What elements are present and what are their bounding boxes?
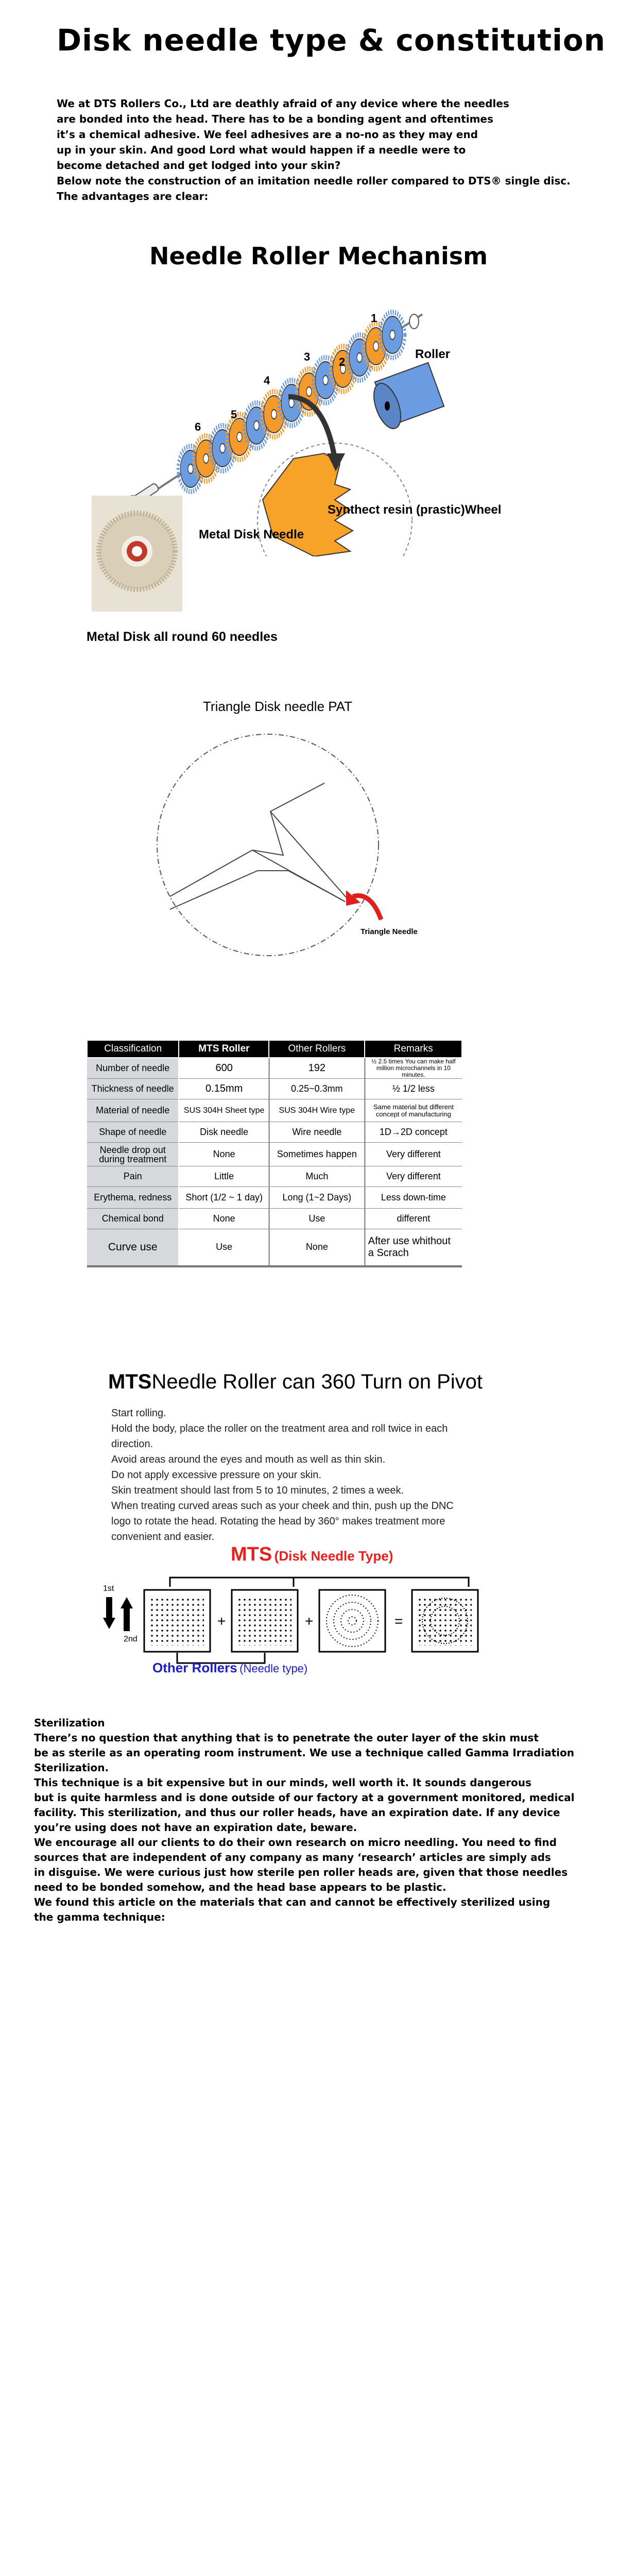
- pivot-heading: [108, 1370, 483, 1394]
- table-cell: Shape of needle: [87, 1122, 179, 1143]
- other-rollers-label: [152, 1660, 307, 1676]
- table-cell: Use: [179, 1229, 269, 1266]
- table-cell: Number of needle: [87, 1058, 179, 1079]
- table-cell: Very different: [365, 1143, 462, 1166]
- table-row: [87, 1166, 462, 1187]
- instruction-line: logo to rotate the head. Rotating the head by 360° makes treatment more: [111, 1516, 445, 1527]
- table-cell: Much: [269, 1166, 365, 1187]
- table-header: Other Rollers: [269, 1040, 365, 1058]
- table-row: [87, 1058, 462, 1079]
- metal-disk-label: Metal Disk Needle: [199, 528, 304, 541]
- sterilization-line: facility. This sterilization, and thus our roller heads, have an expiration date. If any device: [34, 1806, 560, 1819]
- sterilization-line: need to be bonded somehow, and the head base appears to be plastic.: [34, 1881, 447, 1893]
- resin-wheel-label: Synthect resin (prastic)Wheel: [328, 503, 502, 517]
- sterilization-line: be as sterile as an operating room instrument. We use a technique called Gamma Irradiation: [34, 1747, 574, 1759]
- other-label-sub: (Needle type): [239, 1662, 308, 1675]
- table-header: MTS Roller: [179, 1040, 269, 1058]
- metal-disk-photo: [92, 496, 182, 612]
- table-cell: Erythema, redness: [87, 1187, 179, 1209]
- table-cell: Short (1/2 ~ 1 day): [179, 1187, 269, 1209]
- red-arrow-icon: [353, 895, 381, 920]
- washer-icon: [409, 314, 419, 329]
- photo-caption: Metal Disk all round 60 needles: [87, 630, 278, 644]
- comparison-table: [87, 1040, 462, 1267]
- mts-label-sub: (Disk Needle Type): [274, 1548, 393, 1564]
- mts-label-brand: MTS: [231, 1544, 272, 1565]
- table-cell: Material of needle: [87, 1099, 179, 1122]
- intro-line: become detached and get lodged into your skin?: [57, 159, 341, 172]
- table-cell: Needle drop out during treatment: [87, 1143, 179, 1166]
- table-row: [87, 1079, 462, 1099]
- table-cell: 0.25~0.3mm: [269, 1079, 365, 1099]
- table-cell: Wire needle: [269, 1122, 365, 1143]
- other-label-brand: Other Rollers: [152, 1660, 237, 1675]
- table-cell: Less down-time: [365, 1187, 462, 1209]
- intro-line: it’s a chemical adhesive. We feel adhesives are a no-no as they may end: [57, 128, 478, 141]
- table-row: [87, 1099, 462, 1122]
- roller-label: Roller: [415, 347, 451, 361]
- table-cell: Long (1~2 Days): [269, 1187, 365, 1209]
- table-cell: 600: [179, 1058, 269, 1079]
- dot-grid: [150, 1596, 204, 1646]
- needle-outline: [170, 871, 345, 909]
- roller-cylinder-icon: [369, 363, 444, 432]
- table-cell: Curve use: [87, 1229, 179, 1266]
- table-cell: After use whithout a Scrach: [365, 1229, 462, 1266]
- sterilization-line: sources that are independent of any company as many ‘research’ articles are simply ads: [34, 1851, 551, 1863]
- dot-grid: [418, 1596, 472, 1646]
- table-cell: 192: [269, 1058, 365, 1079]
- table-header: Remarks: [365, 1040, 462, 1058]
- table-row: [87, 1122, 462, 1143]
- gear-number: 3: [304, 350, 311, 363]
- sterilization-line: Sterilization.: [34, 1761, 109, 1774]
- equals-sign: =: [394, 1613, 403, 1629]
- mts-label: [231, 1544, 393, 1566]
- disk-outline: [157, 734, 379, 956]
- table-cell: 0.15mm: [179, 1079, 269, 1099]
- intro-line: We at DTS Rollers Co., Ltd are deathly afraid of any device where the needles: [57, 97, 509, 110]
- triangle-title: Triangle Disk needle PAT: [203, 699, 352, 714]
- dot-grid: [238, 1596, 291, 1646]
- table-cell: Pain: [87, 1166, 179, 1187]
- table-header-row: [87, 1040, 462, 1058]
- table-cell: Chemical bond: [87, 1209, 179, 1229]
- plus-sign: +: [217, 1613, 226, 1629]
- plus-sign: +: [305, 1613, 314, 1629]
- mechanism-title: Needle Roller Mechanism: [149, 242, 488, 270]
- instruction-line: Hold the body, place the roller on the treatment area and roll twice in each: [111, 1423, 448, 1434]
- needle-edge: [252, 850, 345, 902]
- gear-number: 4: [264, 374, 270, 387]
- table-cell: Use: [269, 1209, 365, 1229]
- sterilization-section: [34, 1716, 606, 1925]
- pivot-heading-text: Needle Roller can 360 Turn on Pivot: [151, 1370, 483, 1393]
- intro-line: are bonded into the head. There has to be a bonding agent and oftentimes: [57, 113, 493, 125]
- sterilization-line: in disguise. We were curious just how sterile pen roller heads are, given that those needles: [34, 1866, 568, 1878]
- gear-number: 2: [339, 355, 346, 368]
- instruction-line: convenient and easier.: [111, 1531, 215, 1543]
- instruction-line: Skin treatment should last from 5 to 10 minutes, 2 times a week.: [111, 1485, 404, 1496]
- intro-line: up in your skin. And good Lord what would happen if a needle were to: [57, 144, 466, 156]
- sterilization-line: This technique is a bit expensive but in our minds, well worth it. It sounds dangerous: [34, 1776, 531, 1789]
- down-arrow-icon: [103, 1597, 115, 1629]
- sterilization-line: the gamma technique:: [34, 1911, 165, 1923]
- bracket-top: [170, 1578, 469, 1587]
- instruction-line: Avoid areas around the eyes and mouth as well as thin skin.: [111, 1454, 386, 1465]
- sterilization-line: We encourage all our clients to do their own research on micro needling. You need to find: [34, 1836, 557, 1849]
- pattern-diagram: [103, 1566, 494, 1669]
- instructions: [111, 1405, 513, 1545]
- intro-line: Below note the construction of an imitation needle roller compared to DTS® single disc.: [57, 175, 571, 187]
- up-arrow-icon: [121, 1597, 133, 1631]
- gear-number: 1: [371, 312, 377, 325]
- pivot-brand: MTS: [108, 1370, 152, 1393]
- triangle-needle-label: Triangle Needle: [360, 927, 418, 936]
- table-cell: None: [179, 1209, 269, 1229]
- table-cell: ½ 1/2 less: [365, 1079, 462, 1099]
- instruction-line: Do not apply excessive pressure on your skin.: [111, 1469, 321, 1481]
- table-cell: 1D→2D concept: [365, 1122, 462, 1143]
- table-cell: different: [365, 1209, 462, 1229]
- table-cell: Sometimes happen: [269, 1143, 365, 1166]
- intro-line: The advantages are clear:: [57, 190, 209, 202]
- page-title: Disk needle type & constitution: [57, 23, 606, 58]
- needle-outline: [170, 783, 324, 896]
- table-cell: SUS 304H Wire type: [269, 1099, 365, 1122]
- intro-paragraph: [57, 96, 592, 204]
- pattern-box-3: [319, 1590, 385, 1652]
- second-pass-label: 2nd: [124, 1635, 138, 1643]
- table-cell: Very different: [365, 1166, 462, 1187]
- table-row: [87, 1143, 462, 1166]
- sterilization-heading: Sterilization: [34, 1717, 105, 1729]
- table-cell: None: [269, 1229, 365, 1266]
- sterilization-line: but is quite harmless and is done outside of our factory at a government monitored, medical: [34, 1791, 575, 1804]
- table-cell: ½ 2.5 times You can make half million microchannels in 10 minutes.: [365, 1058, 462, 1079]
- first-pass-label: 1st: [103, 1584, 114, 1593]
- gear-number: 6: [195, 420, 201, 433]
- instruction-line: direction.: [111, 1438, 153, 1450]
- instruction-line: When treating curved areas such as your cheek and thin, push up the DNC: [111, 1500, 454, 1512]
- table-row: [87, 1229, 462, 1266]
- table-row: [87, 1187, 462, 1209]
- gear-number: 5: [231, 408, 237, 421]
- instruction-line: Start rolling.: [111, 1408, 166, 1419]
- sterilization-line: There’s no question that anything that is to penetrate the outer layer of the skin must: [34, 1732, 539, 1744]
- table-cell: Disk needle: [179, 1122, 269, 1143]
- table-cell: Little: [179, 1166, 269, 1187]
- table-cell: SUS 304H Sheet type: [179, 1099, 269, 1122]
- sterilization-line: you’re using does not have an expiration date, beware.: [34, 1821, 357, 1834]
- sterilization-line: We found this article on the materials that can and cannot be effectively sterilized using: [34, 1896, 551, 1908]
- table-cell: Thickness of needle: [87, 1079, 179, 1099]
- table-row: [87, 1209, 462, 1229]
- table-cell: None: [179, 1143, 269, 1166]
- table-header: Classification: [87, 1040, 179, 1058]
- table-cell: Same material but different concept of manufacturing: [365, 1099, 462, 1122]
